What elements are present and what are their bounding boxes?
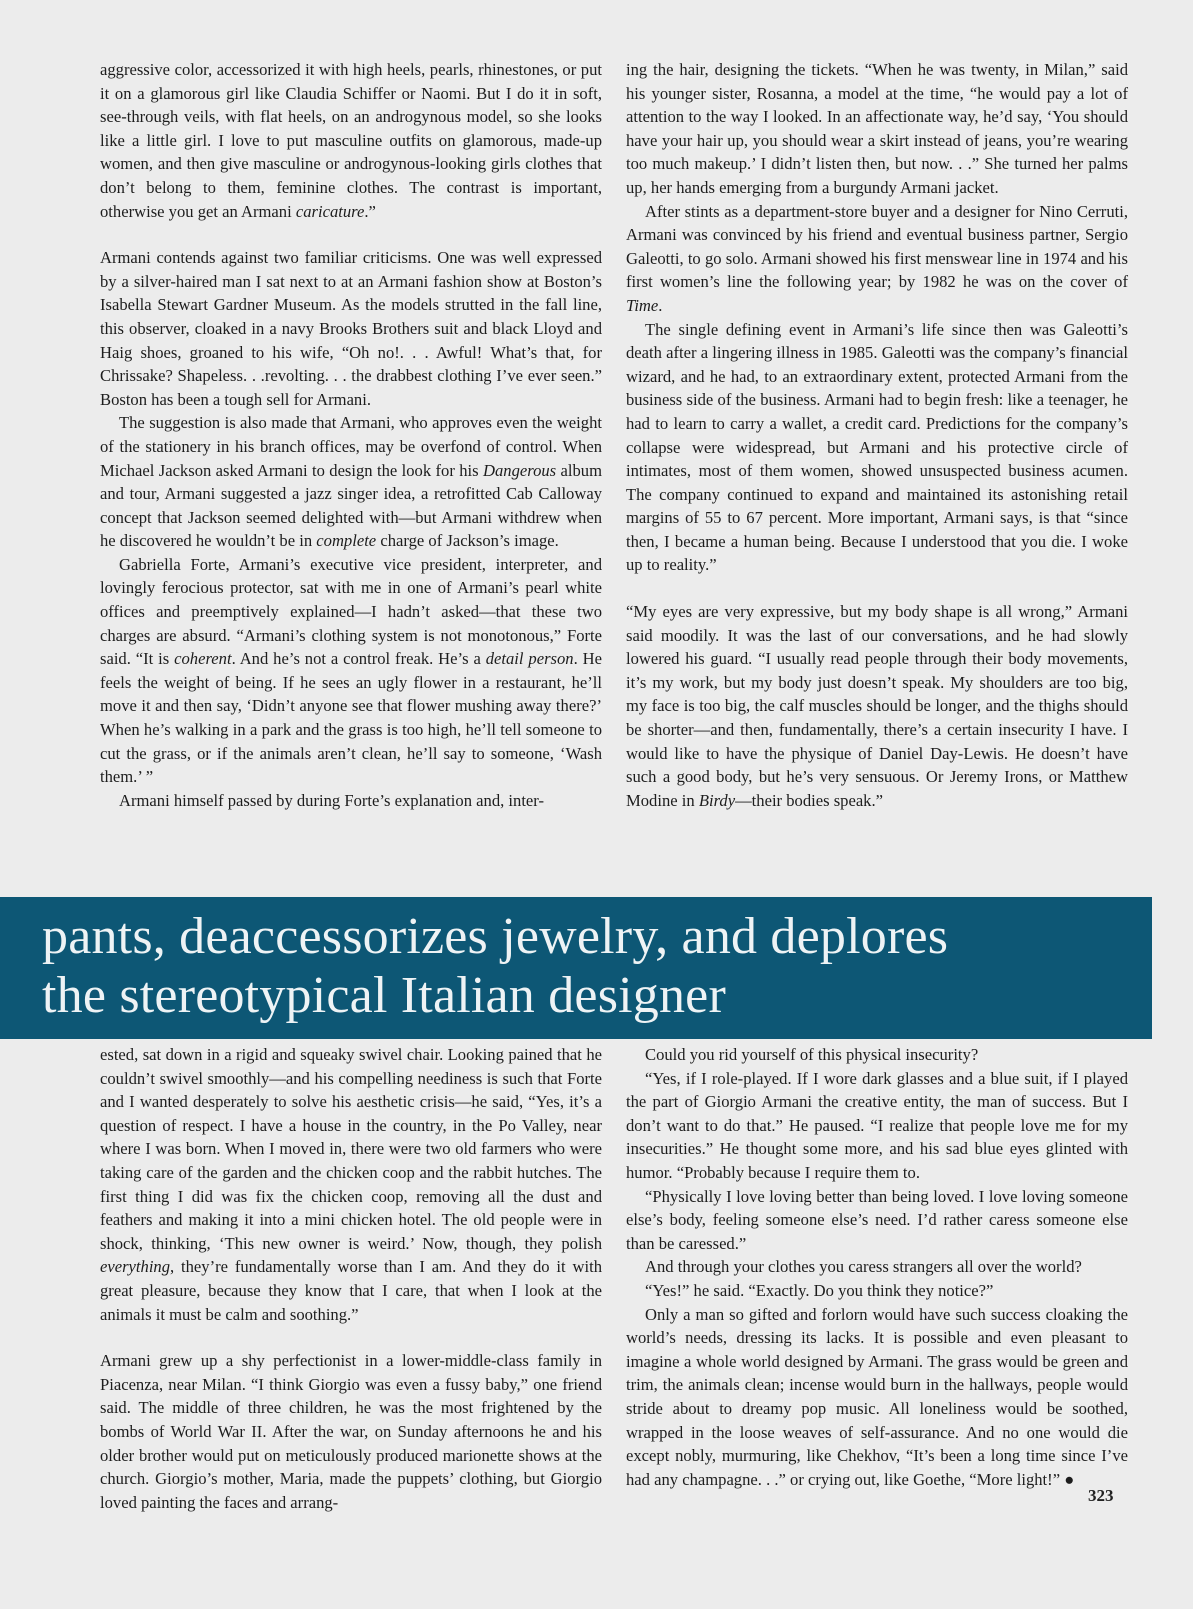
pull-quote-band	[0, 897, 1152, 1039]
paragraph: “My eyes are very expressive, but my body shape is all wrong,” Armani said moodily. It was the last of our conversations, and he had slowly lowered his guard. “I usually read people through their body movements, it’s my work, but my body just doesn’t speak. My shoulders are too big, my face is too big, the calf muscles should be longer, and the thighs should be shorter—and then, fundamentally, there’s a certain insecurity I have. I would like to have the physique of Daniel Day-Lewis. He doesn’t have such a good body, but he’s very sensuous. Or Jeremy Irons, or Matthew Modine in Birdy—their bodies speak.”	[626, 602, 1128, 810]
paragraph: The single defining event in Armani’s life since then was Galeotti’s death after a lingering illness in 1985. Galeotti was the company’s financial wizard, and he had, to an extraordinary extent, protected Armani from the business side of the business. Armani had to begin fresh: like a teenager, he had to learn to carry a wallet, a credit card. Predictions for the company’s collapse were widespread, but Armani and his protective circle of intimates, most of them women, showed unsuspected business acumen. The company continued to expand and maintained its astonishing retail margins of 55 to 67 percent. More important, Armani says, is that “since then, I became a human being. Because I understood that you die. I woke up to reality.”	[626, 319, 1128, 575]
paragraph: Only a man so gifted and forlorn would have such success cloaking the world’s needs, dressing its lacks. It is possible and even pleasant to imagine a whole world designed by Armani. The grass would be green and trim, the animals clean; incense would burn in the hallways, people would stride about to dreamy pop music. All loneliness would be soothed, wrapped in the loose weaves of self-assurance. And no one would die except nobly, murmuring, like Chekhov, “It’s been a long time since I’ve had any champagne. . .” or crying out, like Goethe, “More light!” ●	[626, 1304, 1128, 1489]
paragraph: After stints as a department-store buyer and a designer for Nino Cerruti, Armani was convinced by his friend and eventual business partner, Sergio Galeotti, to go solo. Armani showed his first menswear line in 1974 and his first women’s line the following year; by 1982 he was on the cover of Time.	[626, 201, 1128, 315]
paragraph: ested, sat down in a rigid and squeaky swivel chair. Looking pained that he couldn’t swivel smoothly—and his compelling neediness is such that Forte and I wanted desperately to solve his aesthetic crisis—he said, “Yes, it’s a question of respect. I have a house in the country, in the Po Valley, near where I was born. When I moved in, there were two old farmers who were taking care of the garden and the chicken coop and the rabbit hutches. The first thing I did was fix the chicken coop, removing all the dust and feathers and making it into a mini chicken hotel. The old people were in shock, thinking, ‘This new owner is weird.’ Now, though, they polish everything, they’re fundamentally worse than I am. And they do it with great pleasure, because they know that I care, that when I look at the animals it must be calm and soothing.”	[100, 1045, 602, 1324]
paragraph: Gabriella Forte, Armani’s executive vice president, interpreter, and lovingly ferocious protector, sat with me in one of Armani’s pearl white offices and preemptively explained—I hadn’t asked—that these two charges are absurd. “Armani’s clothing system is not monotonous,” Forte said. “It is coherent. And he’s not a control freak. He’s a detail person. He feels the weight of being. If he sees an ugly flower in a restaurant, he’ll move it and then say, ‘Didn’t anyone see that flower mushing away there?’ When he’s walking in a park and the grass is too high, he’ll tell someone to cut the grass, or if the animals aren’t clean, he’ll say to someone, ‘Wash them.’ ”	[100, 554, 602, 787]
pull-quote-line: the stereotypical Italian designer	[42, 967, 726, 1024]
column-bottom-right	[626, 1043, 1128, 1491]
paragraph: Armani himself passed by during Forte’s explanation and, inter-	[119, 790, 545, 810]
paragraph: “Physically I love loving better than being loved. I love loving someone else’s body, feeling someone else’s need. I’d rather caress someone else than be caressed.”	[626, 1186, 1128, 1253]
paragraph: And through your clothes you caress strangers all over the world?	[645, 1257, 1082, 1277]
paragraph: aggressive color, accessorized it with high heels, pearls, rhinestones, or put it on a glamorous girl like Claudia Schiffer or Naomi. But I do it in soft, see-through veils, with flat heels, on an androgynous model, so she looks like a little girl. I love to put masculine outfits on glamorous, made-up women, and then give masculine or androgynous-looking girls clothes that don’t belong to them, feminine clothes. The contrast is important, otherwise you get an Armani caricature.”	[100, 60, 602, 221]
paragraph: “Yes!” he said. “Exactly. Do you think they notice?”	[645, 1280, 994, 1300]
paragraph: Armani contends against two familiar criticisms. One was well expressed by a silver-haired man I sat next to at an Armani fashion show at Boston’s Isabella Stewart Gardner Museum. As the models strutted in the fall line, this observer, cloaked in a navy Brooks Brothers suit and black Lloyd and Haig shoes, groaned to his wife, “Oh no!. . . Awful! What’s that, for Chrissake? Shapeless. . .revolting. . . the drabbest clothing I’ve ever seen.” Boston has been a tough sell for Armani.	[100, 248, 602, 409]
paragraph: ing the hair, designing the tickets. “When he was twenty, in Milan,” said his younger sister, Rosanna, a model at the time, “he would pay a lot of attention to the way I looked. In an affectionate way, he’d say, ‘You should have your hair up, you should wear a skirt instead of jeans, you’re wearing too much makeup.’ I didn’t listen then, but now. . .” She turned her palms up, her hands emerging from a burgundy Armani jacket.	[626, 60, 1128, 197]
paragraph: “Yes, if I role-played. If I wore dark glasses and a blue suit, if I played the part of Giorgio Armani the creative entity, the man of success. But I don’t want to do that.” He paused. “I realize that people love me for my insecurities.” He thought some more, and his sad blue eyes glinted with humor. “Probably because I require them to.	[626, 1068, 1128, 1182]
column-bottom-left	[100, 1043, 602, 1514]
paragraph: The suggestion is also made that Armani, who approves even the weight of the stationery in his branch offices, may be overfond of control. When Michael Jackson asked Armani to design the look for his Dangerous album and tour, Armani suggested a jazz singer idea, a retrofitted Cab Calloway concept that Jackson seemed delighted with—but Armani withdrew when he discovered he wouldn’t be in complete charge of Jackson’s image.	[100, 413, 602, 551]
paragraph: Could you rid yourself of this physical insecurity?	[645, 1045, 979, 1064]
paragraph: Armani grew up a shy perfectionist in a lower-middle-class family in Piacenza, near Milan. “I think Giorgio was even a fussy baby,” one friend said. The middle of three children, he was the most frightened by the bombs of World War II. After the war, on Sunday afternoons he and his older brother would put on meticulously produced marionette shows at the church. Giorgio’s mother, Maria, made the puppets’ clothing, but Giorgio loved painting the faces and arrang-	[100, 1351, 602, 1512]
column-top-right	[626, 58, 1128, 812]
page-number: 323	[1088, 1486, 1114, 1505]
column-top-left	[100, 58, 602, 812]
pull-quote-line: pants, deaccessorizes jewelry, and deplores	[42, 908, 949, 965]
